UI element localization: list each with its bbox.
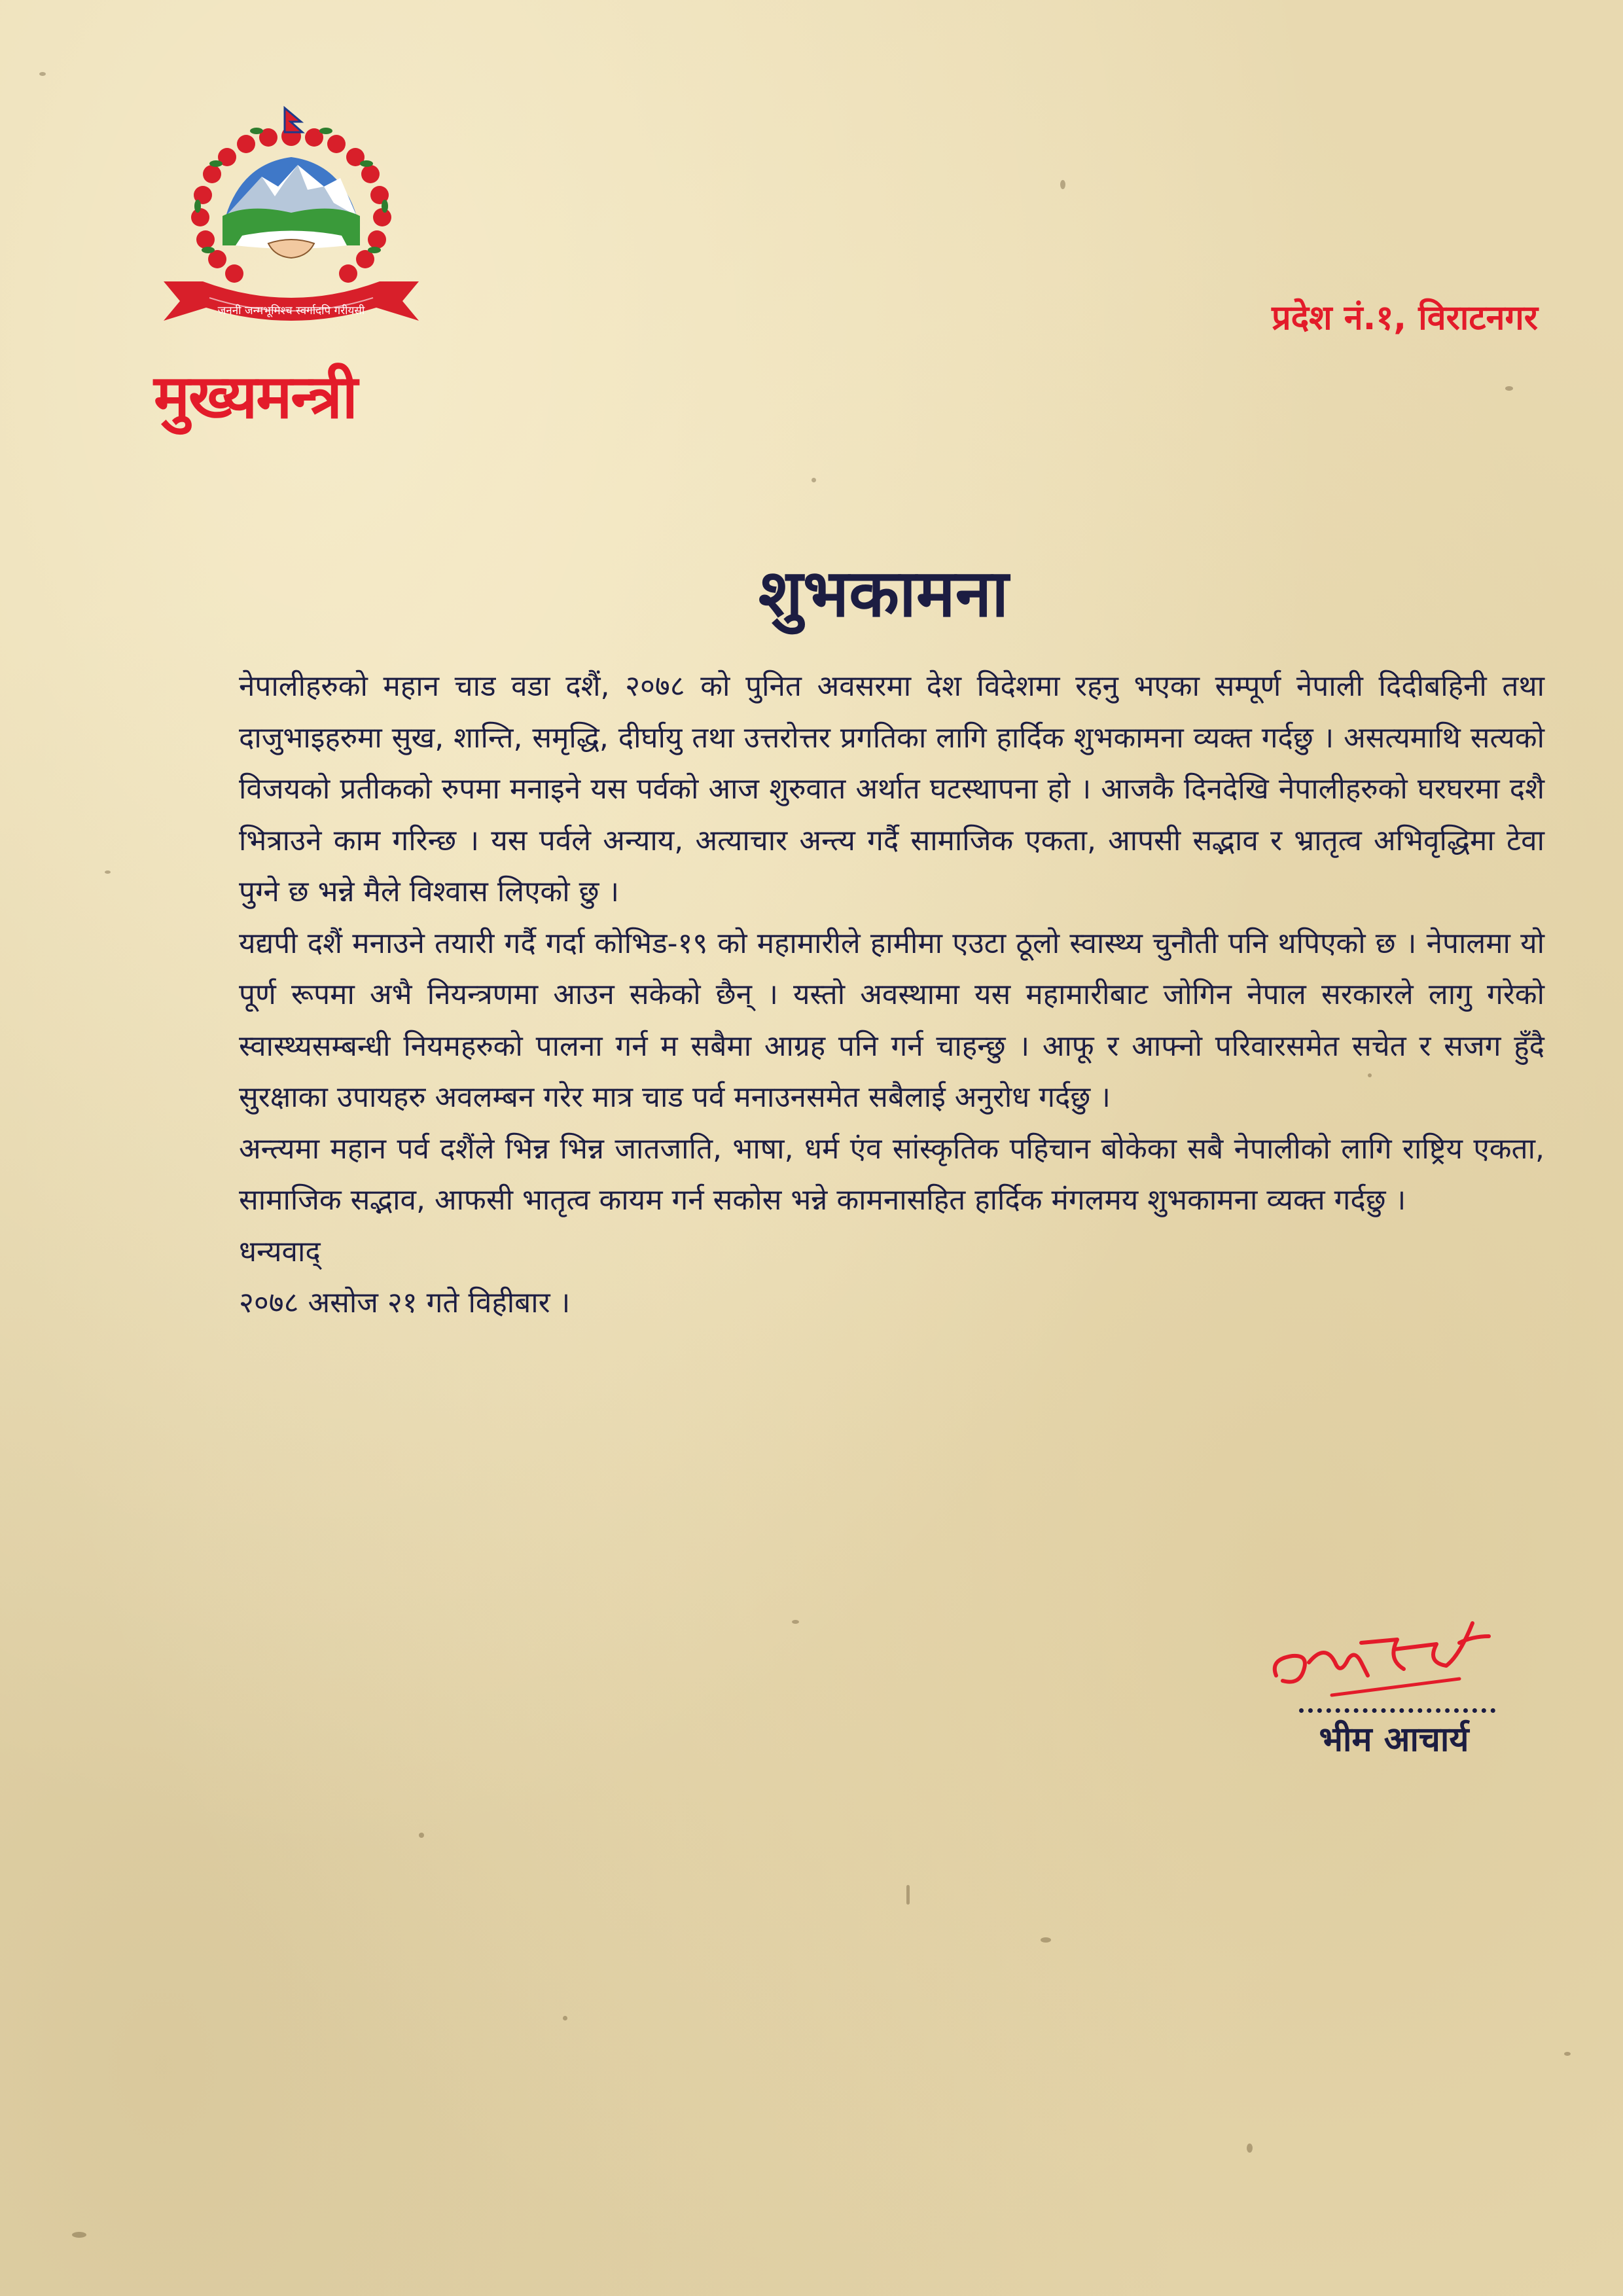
letter-body [239,661,1544,1329]
paper-speck [1041,1937,1051,1943]
paragraph-covid-advice: यद्यपी दशैं मनाउने तयारी गर्दै गर्दा कोभिड-१९ को महामारीले हामीमा एउटा ठूलो स्वास्थ्य चुनौती पनि थपिएको छ । नेपालमा यो पूर्ण रूपमा अभै नियन्त्रणमा आउन सकेको छैन् । यस्तो अवस्थामा यस महामारीबाट जोगिन नेपाल सरकारले लागु गरेको स्वास्थ्यसम्बन्धी नियमहरुको पालना गर्न म सबैमा आग्रह पनि गर्न चाहन्छु । आफू र आफ्नो परिवारसमेत सचेत र सजग हुँदै सुरक्षाका उपायहरु अवलम्बन गरेर मात्र चाड पर्व मनाउनसमेत सबैलाई अनुरोध गर्दछु । [239,926,1544,1114]
letter-date: २०७८ असोज २१ गते विहीबार । [239,1286,571,1319]
paper-speck [1247,2144,1253,2153]
paper-speck [39,72,46,76]
paper-speck [563,2016,567,2020]
province-address: प्रदेश नं.१, विराटनगर [1272,298,1538,338]
paragraph-closing-wishes: अन्त्यमा महान पर्व दशैंले भिन्न भिन्न जातजाति, भाषा, धर्म एंव सांस्कृतिक पहिचान बोकेका सबै नेपालीको लागि राष्ट्रिय एकता, सामाजिक सद्भाव, आफसी भातृत्व कायम गर्न सकोस भन्ने कामनासहित हार्दिक मंगलमय शुभकामना व्यक्त गर्दछु । [239,1132,1544,1217]
paper-speck [419,1833,424,1838]
signature-line [1299,1708,1495,1713]
paragraph-greeting: नेपालीहरुको महान चाड वडा दशैं, २०७८ को पुनित अवसरमा देश विदेशमा रहनु भएका सम्पूर्ण नेपाली दिदीबहिनी तथा दाजुभाइहरुमा सुख, शान्ति, समृद्धि, दीर्घायु तथा उत्तरोत्तर प्रगतिका लागि हार्दिक शुभकामना व्यक्त गर्दछु । असत्यमाथि सत्यको विजयको प्रतीकको रुपमा मनाइने यस पर्वको आज शुरुवात अर्थात घटस्थापना हो । आजकै दिनदेखि नेपालीहरुको घरघरमा दशै भित्राउने काम गरिन्छ । यस पर्वले अन्याय, अत्याचार अन्त्य गर्दै सामाजिक एकता, आपसी सद्भाव र भ्रातृत्व अभिवृद्धिमा टेवा पुग्ने छ भन्ने मैले विश्वास लिएको छु । [239,670,1544,908]
paper-speck [1060,180,1065,189]
nepal-emblem-icon [151,105,432,353]
paper-speck [792,1620,799,1624]
signature-mark [1263,1597,1499,1708]
paper-speck [812,478,816,482]
paper-speck [1564,2052,1571,2056]
emblem-motto: जननी जन्मभूमिश्च स्वर्गादपि गरीयसी [217,304,365,317]
paper-speck [906,1885,910,1905]
office-title: मुख्यमन्त्री [154,362,357,432]
letter-closing: धन्यवाद् [239,1234,321,1268]
paper-speck [105,870,111,874]
letter-heading: शुभकामना [758,555,1009,632]
paper-speck [1505,386,1513,391]
paper-speck [72,2232,86,2238]
signer-name: भीम आचार्य [1319,1720,1469,1759]
